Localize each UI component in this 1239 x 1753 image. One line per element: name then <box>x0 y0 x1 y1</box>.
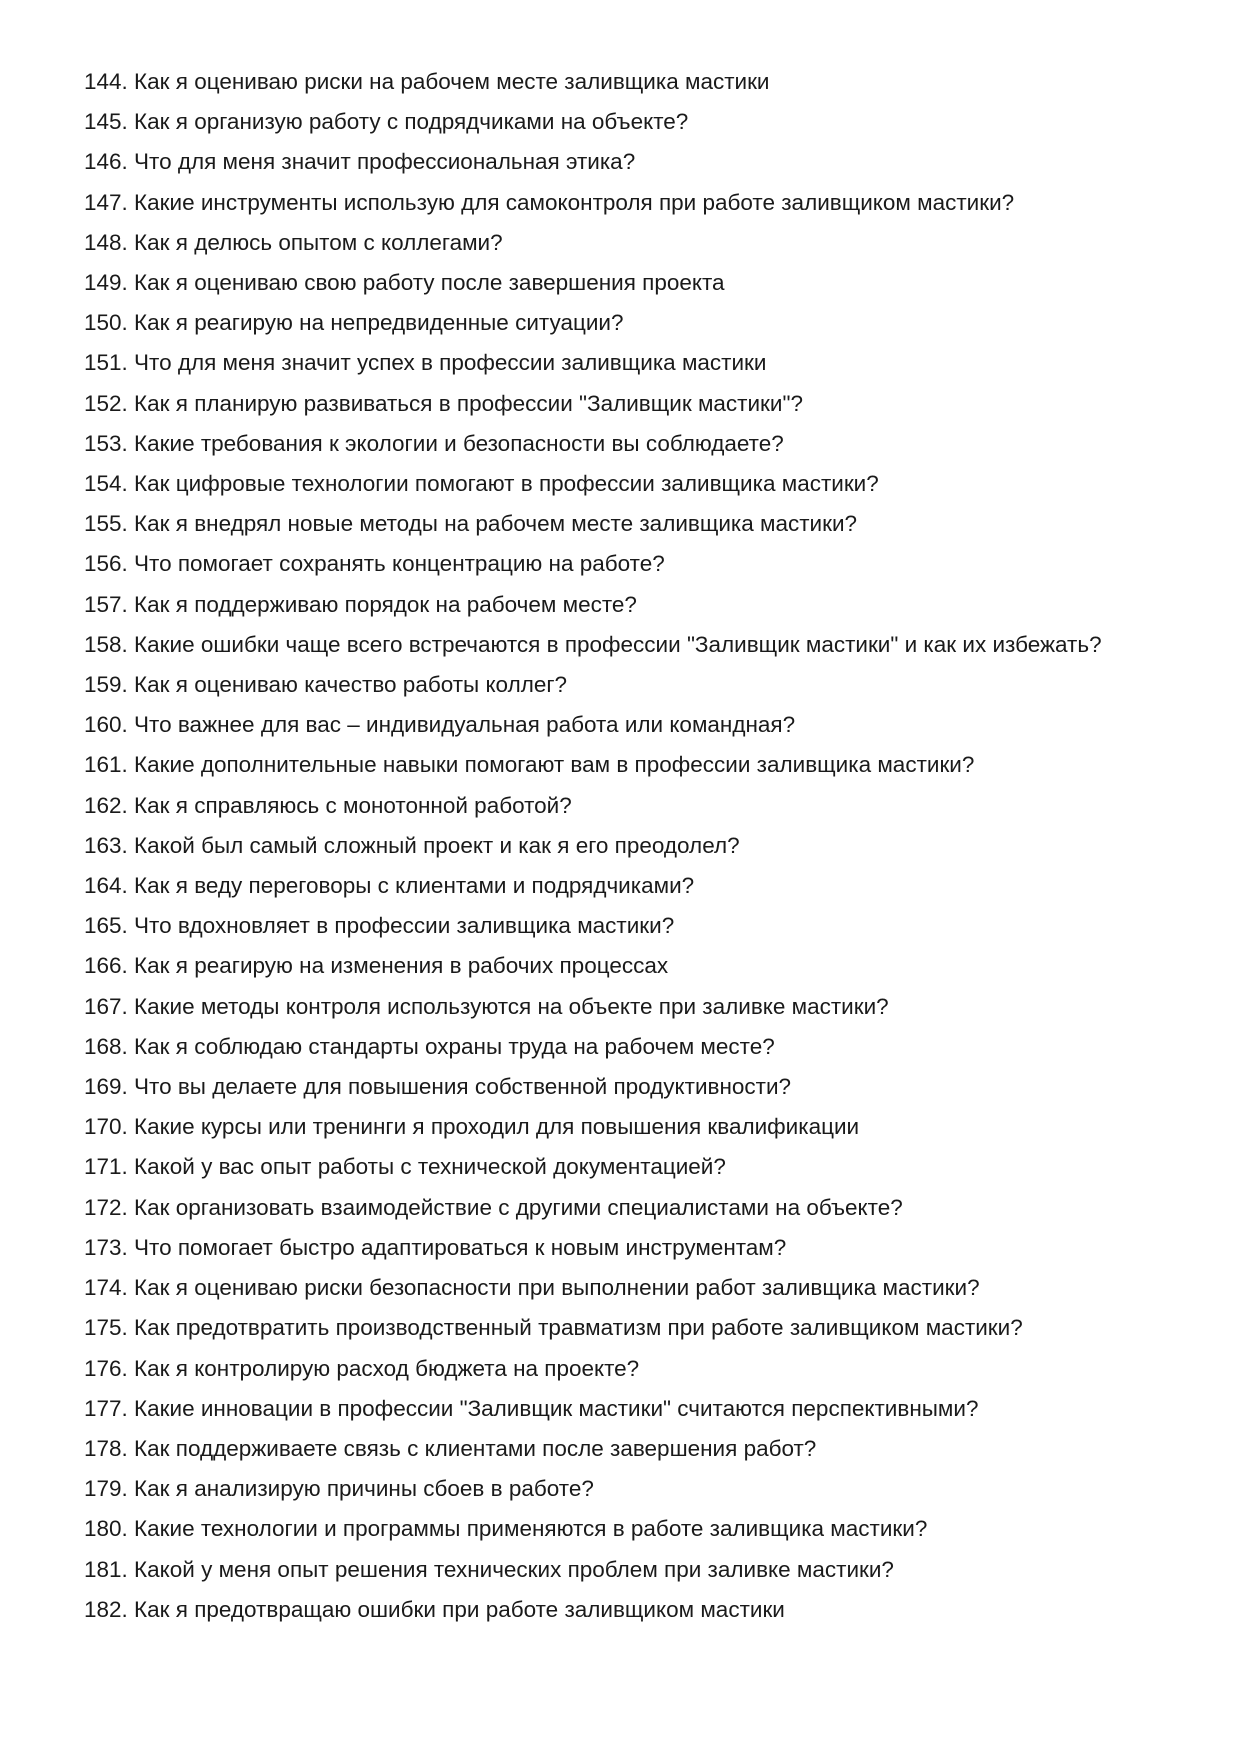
list-item: 161. Какие дополнительные навыки помогают вам в профессии заливщика мастики? <box>84 752 975 778</box>
list-item: 150. Как я реагирую на непредвиденные ситуации? <box>84 310 624 336</box>
list-item: 180. Какие технологии и программы применяются в работе заливщика мастики? <box>84 1516 928 1542</box>
list-item: 176. Как я контролирую расход бюджета на проекте? <box>84 1355 640 1381</box>
question-list <box>84 62 1144 1630</box>
list-item: 146. Что для меня значит профессиональная этика? <box>84 149 636 175</box>
list-item: 156. Что помогает сохранять концентрацию на работе? <box>84 551 665 577</box>
list-item: 182. Как я предотвращаю ошибки при работе заливщиком мастики <box>84 1596 785 1622</box>
list-item: 179. Как я анализирую причины сбоев в работе? <box>84 1476 594 1502</box>
list-item: 170. Какие курсы или тренинги я проходил для повышения квалификации <box>84 1114 860 1140</box>
list-item: 166. Как я реагирую на изменения в рабочих процессах <box>84 953 669 979</box>
list-item: 152. Как я планирую развиваться в профессии "Заливщик мастики"? <box>84 390 803 416</box>
list-item: 163. Какой был самый сложный проект и как я его преодолел? <box>84 832 740 858</box>
list-item: 177. Какие инновации в профессии "Заливщик мастики" считаются перспективными? <box>84 1395 979 1421</box>
list-item: 178. Как поддерживаете связь с клиентами после завершения работ? <box>84 1435 817 1461</box>
list-item: 159. Как я оцениваю качество работы коллег? <box>84 672 568 698</box>
list-item: 151. Что для меня значит успех в профессии заливщика мастики <box>84 350 767 376</box>
list-item: 165. Что вдохновляет в профессии заливщика мастики? <box>84 913 675 939</box>
list-item: 158. Какие ошибки чаще всего встречаются в профессии "Заливщик мастики" и как их избежать? <box>84 631 1102 657</box>
list-item: 174. Как я оцениваю риски безопасности при выполнении работ заливщика мастики? <box>84 1275 980 1301</box>
list-item: 167. Какие методы контроля используются на объекте при заливке мастики? <box>84 993 889 1019</box>
list-item: 153. Какие требования к экологии и безопасности вы соблюдаете? <box>84 430 784 456</box>
list-item: 171. Какой у вас опыт работы с технической документацией? <box>84 1154 726 1180</box>
list-item: 160. Что важнее для вас – индивидуальная работа или командная? <box>84 712 796 738</box>
list-item: 155. Как я внедрял новые методы на рабочем месте заливщика мастики? <box>84 511 858 537</box>
list-item: 164. Как я веду переговоры с клиентами и подрядчиками? <box>84 873 695 899</box>
list-item: 147. Какие инструменты использую для самоконтроля при работе заливщиком мастики? <box>84 189 1015 215</box>
list-item: 162. Как я справляюсь с монотонной работой? <box>84 792 572 818</box>
list-item: 148. Как я делюсь опытом с коллегами? <box>84 229 503 255</box>
list-item: 172. Как организовать взаимодействие с другими специалистами на объекте? <box>84 1194 903 1220</box>
list-item: 154. Как цифровые технологии помогают в профессии заливщика мастики? <box>84 471 879 497</box>
list-item: 169. Что вы делаете для повышения собственной продуктивности? <box>84 1074 792 1100</box>
list-item: 173. Что помогает быстро адаптироваться к новым инструментам? <box>84 1234 787 1260</box>
list-item: 168. Как я соблюдаю стандарты охраны труда на рабочем месте? <box>84 1033 775 1059</box>
list-item: 145. Как я организую работу с подрядчиками на объекте? <box>84 109 689 135</box>
list-item: 157. Как я поддерживаю порядок на рабочем месте? <box>84 591 637 617</box>
list-item: 144. Как я оцениваю риски на рабочем месте заливщика мастики <box>84 69 770 94</box>
list-item: 175. Как предотвратить производственный травматизм при работе заливщиком мастики? <box>84 1315 1023 1341</box>
list-item: 149. Как я оцениваю свою работу после завершения проекта <box>84 270 725 296</box>
list-item: 181. Какой у меня опыт решения технических проблем при заливке мастики? <box>84 1556 894 1582</box>
